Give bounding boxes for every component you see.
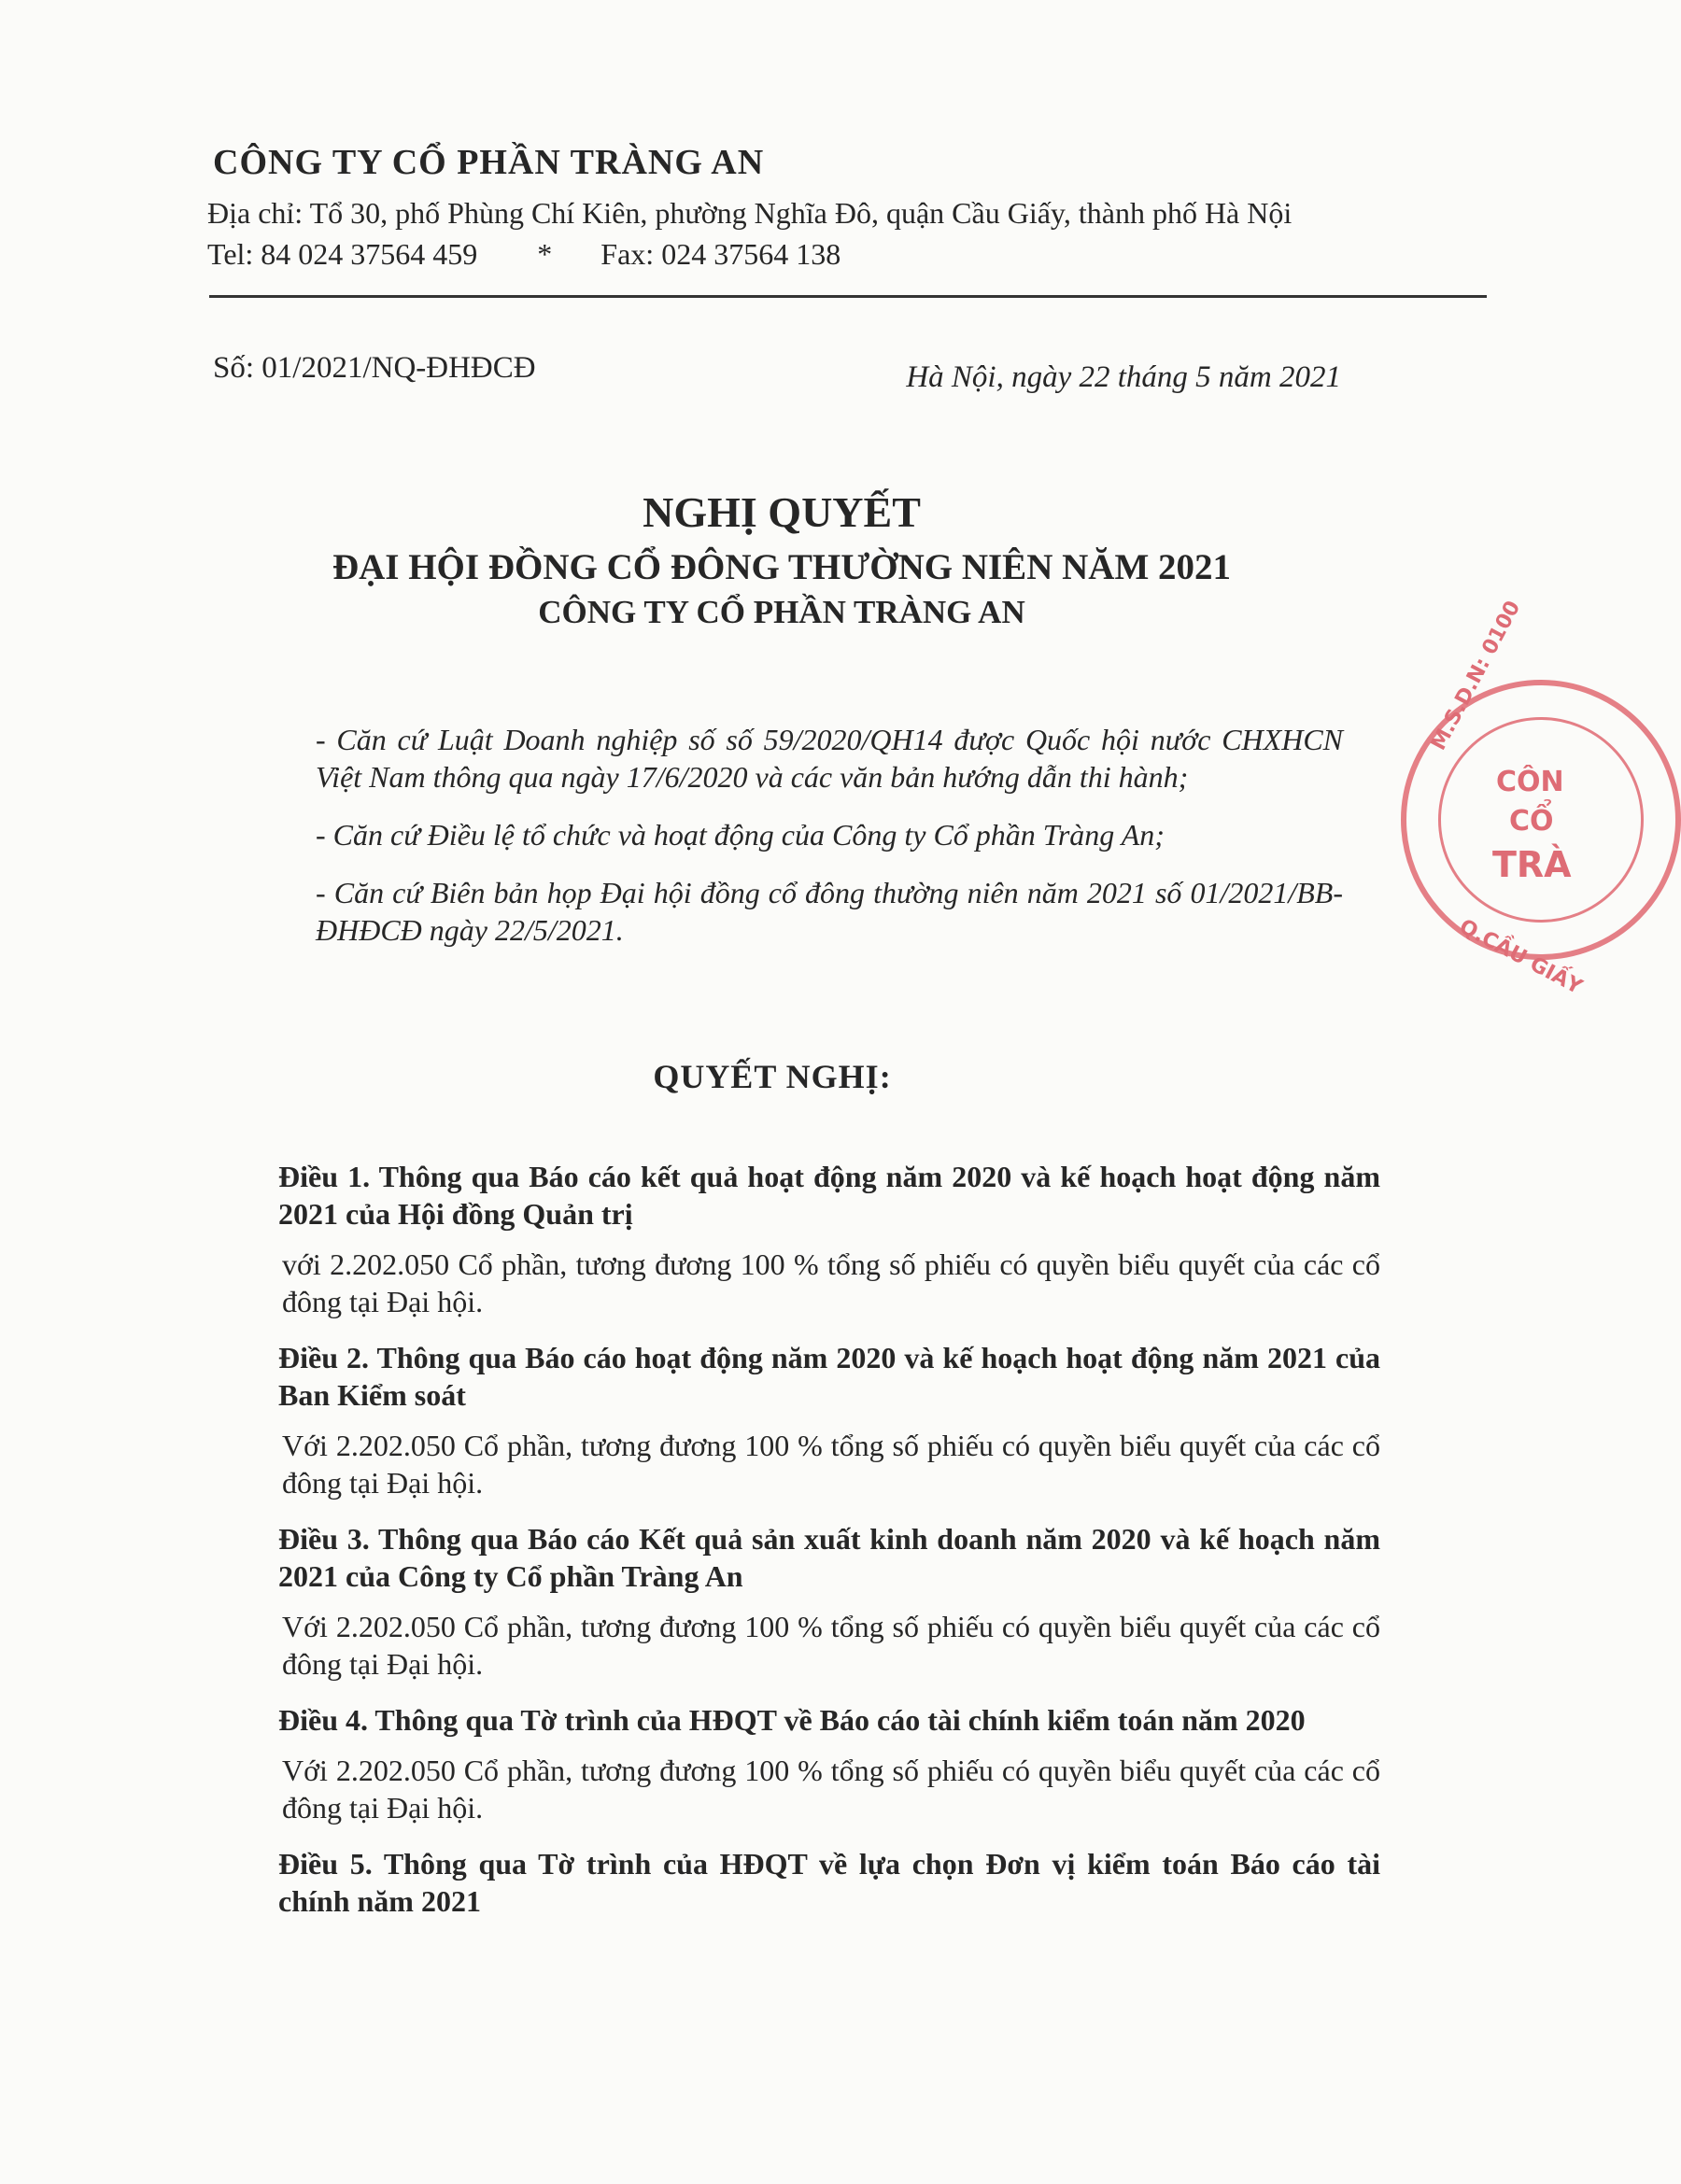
article-title: Điều 2. Thông qua Báo cáo hoạt động năm 2020 và kế hoạch hoạt động năm 2021 của Ban Kiểm soát — [278, 1341, 1380, 1412]
legal-basis-item: - Căn cứ Biên bản họp Đại hội đồng cổ đông thường niên năm 2021 số 01/2021/BB-ĐHĐCĐ ngày 22/5/2021. — [316, 876, 1343, 947]
company-address: Địa chỉ: Tổ 30, phố Phùng Chí Kiên, phường Nghĩa Đô, quận Cầu Giấy, thành phố Hà Nội — [207, 196, 1293, 230]
stamp-ring-text: M.S.D.N: 0100 — [1427, 597, 1526, 754]
header-divider — [209, 295, 1487, 298]
company-name: CÔNG TY CỔ PHẦN TRÀNG AN — [213, 143, 765, 182]
article — [278, 1158, 1380, 1320]
company-fax: Fax: 024 37564 138 — [600, 237, 841, 271]
article — [278, 1339, 1380, 1501]
document-company: CÔNG TY CỔ PHẦN TRÀNG AN — [538, 594, 1025, 630]
stamp-bottom-text: Q.CẦU GIẤY — [1455, 915, 1586, 1000]
document-date: Hà Nội, ngày 22 tháng 5 năm 2021 — [906, 360, 1341, 394]
resolution-heading: QUYẾT NGHỊ: — [653, 1058, 892, 1095]
article-title: Điều 3. Thông qua Báo cáo Kết quả sản xuất kinh doanh năm 2020 và kế hoạch năm 2021 của Công ty Cổ phần Tràng An — [278, 1522, 1380, 1593]
stamp-line-3: TRÀ — [1492, 844, 1572, 885]
article — [278, 1701, 1380, 1826]
document-title: NGHỊ QUYẾT — [643, 488, 921, 536]
article-vote-result: với 2.202.050 Cổ phần, tương đương 100 % tổng số phiếu có quyền biểu quyết của các cổ đông tại Đại hội. — [282, 1247, 1380, 1318]
legal-bases — [316, 721, 1343, 969]
contact-separator: * — [537, 237, 553, 271]
document-number: Số: 01/2021/NQ-ĐHĐCĐ — [213, 351, 536, 385]
legal-basis-item: - Căn cứ Điều lệ tổ chức và hoạt động của Công ty Cổ phần Tràng An; — [316, 818, 1165, 852]
company-contact — [207, 237, 840, 272]
article — [278, 1520, 1380, 1683]
article-vote-result: Với 2.202.050 Cổ phần, tương đương 100 % tổng số phiếu có quyền biểu quyết của các cổ đông tại Đại hội. — [282, 1610, 1380, 1681]
articles-list — [278, 1158, 1380, 1938]
document-subtitle: ĐẠI HỘI ĐỒNG CỔ ĐÔNG THƯỜNG NIÊN NĂM 2021 — [332, 547, 1232, 587]
stamp-line-2: CỔ — [1509, 805, 1554, 838]
article-vote-result: Với 2.202.050 Cổ phần, tương đương 100 % tổng số phiếu có quyền biểu quyết của các cổ đông tại Đại hội. — [282, 1429, 1380, 1500]
stamp-line-1: CÔN — [1496, 766, 1564, 798]
article-title: Điều 4. Thông qua Tờ trình của HĐQT về Báo cáo tài chính kiểm toán năm 2020 — [278, 1703, 1306, 1737]
article-vote-result: Với 2.202.050 Cổ phần, tương đương 100 % tổng số phiếu có quyền biểu quyết của các cổ đông tại Đại hội. — [282, 1754, 1380, 1825]
article — [278, 1845, 1380, 1920]
company-seal-stamp — [1401, 597, 1681, 1000]
company-tel: Tel: 84 024 37564 459 — [207, 237, 478, 271]
article-title: Điều 5. Thông qua Tờ trình của HĐQT về lựa chọn Đơn vị kiểm toán Báo cáo tài chính năm 2021 — [278, 1847, 1380, 1918]
article-title: Điều 1. Thông qua Báo cáo kết quả hoạt động năm 2020 và kế hoạch hoạt động năm 2021 của Hội đồng Quản trị — [278, 1160, 1380, 1231]
legal-basis-item: - Căn cứ Luật Doanh nghiệp số số 59/2020/QH14 được Quốc hội nước CHXHCN Việt Nam thông qua ngày 17/6/2020 và các văn bản hướng dẫn thi hành; — [316, 723, 1343, 794]
